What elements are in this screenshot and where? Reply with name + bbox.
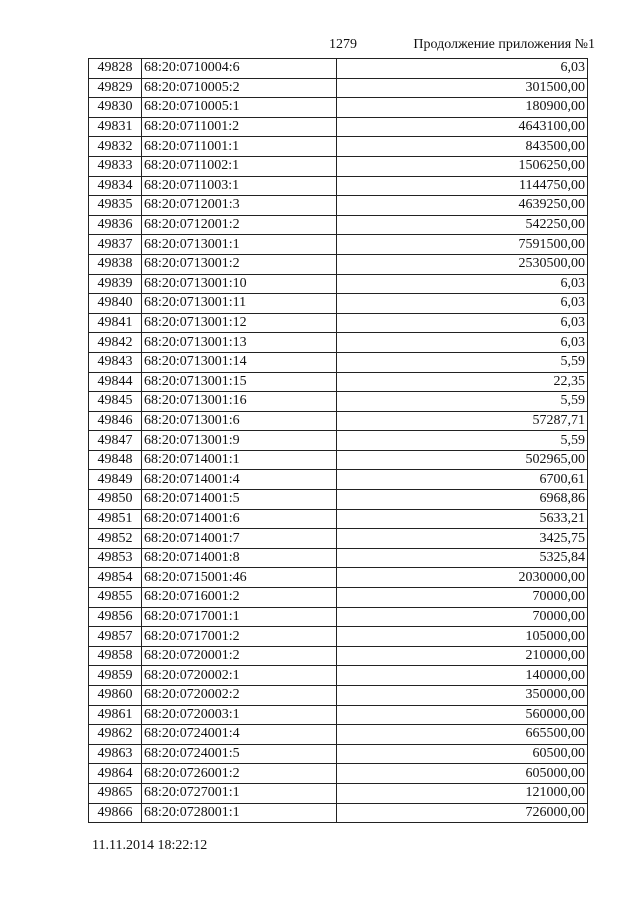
cadastral-number-cell: 68:20:0720002:1 [142, 666, 337, 686]
table-row [89, 333, 588, 353]
cadastral-number-cell: 68:20:0713001:2 [142, 254, 337, 274]
table-row [89, 392, 588, 412]
cadastral-number-cell: 68:20:0712001:2 [142, 215, 337, 235]
table-row [89, 274, 588, 294]
cadastral-number-cell: 68:20:0720003:1 [142, 705, 337, 725]
cadastral-number-cell: 68:20:0717001:1 [142, 607, 337, 627]
cadastral-number-cell: 68:20:0711003:1 [142, 176, 337, 196]
row-number-cell: 49834 [89, 176, 142, 196]
value-cell: 70000,00 [337, 588, 588, 608]
row-number-cell: 49828 [89, 59, 142, 79]
print-timestamp: 11.11.2014 18:22:12 [92, 838, 208, 853]
row-number-cell: 49865 [89, 783, 142, 803]
cadastral-number-cell: 68:20:0713001:13 [142, 333, 337, 353]
value-cell: 726000,00 [337, 803, 588, 823]
cadastral-number-cell: 68:20:0715001:46 [142, 568, 337, 588]
table-row [89, 117, 588, 137]
table-row [89, 607, 588, 627]
value-cell: 6,03 [337, 59, 588, 79]
row-number-cell: 49831 [89, 117, 142, 137]
row-number-cell: 49841 [89, 313, 142, 333]
table-row [89, 588, 588, 608]
value-cell: 6,03 [337, 313, 588, 333]
table-row [89, 372, 588, 392]
row-number-cell: 49850 [89, 490, 142, 510]
cadastral-number-cell: 68:20:0713001:1 [142, 235, 337, 255]
row-number-cell: 49858 [89, 646, 142, 666]
row-number-cell: 49837 [89, 235, 142, 255]
value-cell: 6968,86 [337, 490, 588, 510]
appendix-title: Продолжение приложения №1 [413, 37, 595, 52]
table-row [89, 78, 588, 98]
table-row [89, 98, 588, 118]
table-row [89, 411, 588, 431]
row-number-cell: 49836 [89, 215, 142, 235]
value-cell: 560000,00 [337, 705, 588, 725]
cadastral-table-body [89, 59, 588, 823]
value-cell: 6,03 [337, 333, 588, 353]
table-row [89, 783, 588, 803]
cadastral-number-cell: 68:20:0714001:6 [142, 509, 337, 529]
cadastral-number-cell: 68:20:0712001:3 [142, 196, 337, 216]
row-number-cell: 49862 [89, 725, 142, 745]
table-row [89, 627, 588, 647]
value-cell: 22,35 [337, 372, 588, 392]
table-row [89, 764, 588, 784]
cadastral-number-cell: 68:20:0714001:8 [142, 548, 337, 568]
table-row [89, 666, 588, 686]
table-row [89, 156, 588, 176]
table-row [89, 548, 588, 568]
table-row [89, 803, 588, 823]
row-number-cell: 49829 [89, 78, 142, 98]
value-cell: 210000,00 [337, 646, 588, 666]
value-cell: 7591500,00 [337, 235, 588, 255]
value-cell: 105000,00 [337, 627, 588, 647]
table-row [89, 568, 588, 588]
value-cell: 605000,00 [337, 764, 588, 784]
table-row [89, 490, 588, 510]
value-cell: 1144750,00 [337, 176, 588, 196]
cadastral-number-cell: 68:20:0724001:5 [142, 744, 337, 764]
row-number-cell: 49832 [89, 137, 142, 157]
cadastral-number-cell: 68:20:0713001:12 [142, 313, 337, 333]
row-number-cell: 49848 [89, 450, 142, 470]
table-row [89, 470, 588, 490]
table-row [89, 646, 588, 666]
value-cell: 5,59 [337, 352, 588, 372]
table-row [89, 294, 588, 314]
value-cell: 665500,00 [337, 725, 588, 745]
cadastral-number-cell: 68:20:0711001:2 [142, 117, 337, 137]
table-row [89, 686, 588, 706]
value-cell: 843500,00 [337, 137, 588, 157]
table-row [89, 352, 588, 372]
value-cell: 5,59 [337, 392, 588, 412]
table-row [89, 215, 588, 235]
value-cell: 6700,61 [337, 470, 588, 490]
row-number-cell: 49830 [89, 98, 142, 118]
value-cell: 180900,00 [337, 98, 588, 118]
cadastral-number-cell: 68:20:0714001:7 [142, 529, 337, 549]
value-cell: 5633,21 [337, 509, 588, 529]
value-cell: 502965,00 [337, 450, 588, 470]
cadastral-number-cell: 68:20:0713001:9 [142, 431, 337, 451]
row-number-cell: 49854 [89, 568, 142, 588]
value-cell: 70000,00 [337, 607, 588, 627]
value-cell: 350000,00 [337, 686, 588, 706]
row-number-cell: 49843 [89, 352, 142, 372]
value-cell: 4643100,00 [337, 117, 588, 137]
table-row [89, 254, 588, 274]
cadastral-number-cell: 68:20:0711001:1 [142, 137, 337, 157]
value-cell: 542250,00 [337, 215, 588, 235]
value-cell: 301500,00 [337, 78, 588, 98]
row-number-cell: 49847 [89, 431, 142, 451]
value-cell: 5325,84 [337, 548, 588, 568]
cadastral-number-cell: 68:20:0714001:1 [142, 450, 337, 470]
row-number-cell: 49860 [89, 686, 142, 706]
cadastral-number-cell: 68:20:0714001:4 [142, 470, 337, 490]
table-row [89, 529, 588, 549]
cadastral-number-cell: 68:20:0720001:2 [142, 646, 337, 666]
row-number-cell: 49846 [89, 411, 142, 431]
value-cell: 2030000,00 [337, 568, 588, 588]
table-row [89, 59, 588, 79]
row-number-cell: 49844 [89, 372, 142, 392]
table-row [89, 509, 588, 529]
row-number-cell: 49849 [89, 470, 142, 490]
cadastral-number-cell: 68:20:0711002:1 [142, 156, 337, 176]
row-number-cell: 49853 [89, 548, 142, 568]
value-cell: 6,03 [337, 274, 588, 294]
row-number-cell: 49852 [89, 529, 142, 549]
page-number: 1279 [329, 37, 357, 52]
cadastral-number-cell: 68:20:0717001:2 [142, 627, 337, 647]
value-cell: 57287,71 [337, 411, 588, 431]
cadastral-number-cell: 68:20:0716001:2 [142, 588, 337, 608]
table-row [89, 744, 588, 764]
value-cell: 4639250,00 [337, 196, 588, 216]
table-row [89, 137, 588, 157]
table-row [89, 176, 588, 196]
value-cell: 5,59 [337, 431, 588, 451]
value-cell: 140000,00 [337, 666, 588, 686]
table-row [89, 313, 588, 333]
cadastral-number-cell: 68:20:0713001:6 [142, 411, 337, 431]
cadastral-number-cell: 68:20:0710005:2 [142, 78, 337, 98]
row-number-cell: 49840 [89, 294, 142, 314]
cadastral-number-cell: 68:20:0714001:5 [142, 490, 337, 510]
value-cell: 60500,00 [337, 744, 588, 764]
table-row [89, 725, 588, 745]
row-number-cell: 49859 [89, 666, 142, 686]
row-number-cell: 49845 [89, 392, 142, 412]
cadastral-number-cell: 68:20:0713001:14 [142, 352, 337, 372]
row-number-cell: 49842 [89, 333, 142, 353]
cadastral-number-cell: 68:20:0713001:15 [142, 372, 337, 392]
table-row [89, 705, 588, 725]
cadastral-number-cell: 68:20:0713001:11 [142, 294, 337, 314]
table-row [89, 235, 588, 255]
cadastral-number-cell: 68:20:0710005:1 [142, 98, 337, 118]
row-number-cell: 49855 [89, 588, 142, 608]
table-row [89, 431, 588, 451]
row-number-cell: 49856 [89, 607, 142, 627]
row-number-cell: 49861 [89, 705, 142, 725]
cadastral-number-cell: 68:20:0720002:2 [142, 686, 337, 706]
table-row [89, 450, 588, 470]
cadastral-number-cell: 68:20:0710004:6 [142, 59, 337, 79]
row-number-cell: 49851 [89, 509, 142, 529]
row-number-cell: 49835 [89, 196, 142, 216]
value-cell: 2530500,00 [337, 254, 588, 274]
cadastral-number-cell: 68:20:0713001:16 [142, 392, 337, 412]
row-number-cell: 49863 [89, 744, 142, 764]
row-number-cell: 49838 [89, 254, 142, 274]
cadastral-number-cell: 68:20:0726001:2 [142, 764, 337, 784]
cadastral-number-cell: 68:20:0724001:4 [142, 725, 337, 745]
cadastral-table [88, 58, 588, 823]
cadastral-number-cell: 68:20:0727001:1 [142, 783, 337, 803]
cadastral-number-cell: 68:20:0728001:1 [142, 803, 337, 823]
value-cell: 121000,00 [337, 783, 588, 803]
row-number-cell: 49833 [89, 156, 142, 176]
value-cell: 1506250,00 [337, 156, 588, 176]
cadastral-number-cell: 68:20:0713001:10 [142, 274, 337, 294]
value-cell: 3425,75 [337, 529, 588, 549]
row-number-cell: 49864 [89, 764, 142, 784]
table-row [89, 196, 588, 216]
row-number-cell: 49857 [89, 627, 142, 647]
row-number-cell: 49839 [89, 274, 142, 294]
row-number-cell: 49866 [89, 803, 142, 823]
value-cell: 6,03 [337, 294, 588, 314]
